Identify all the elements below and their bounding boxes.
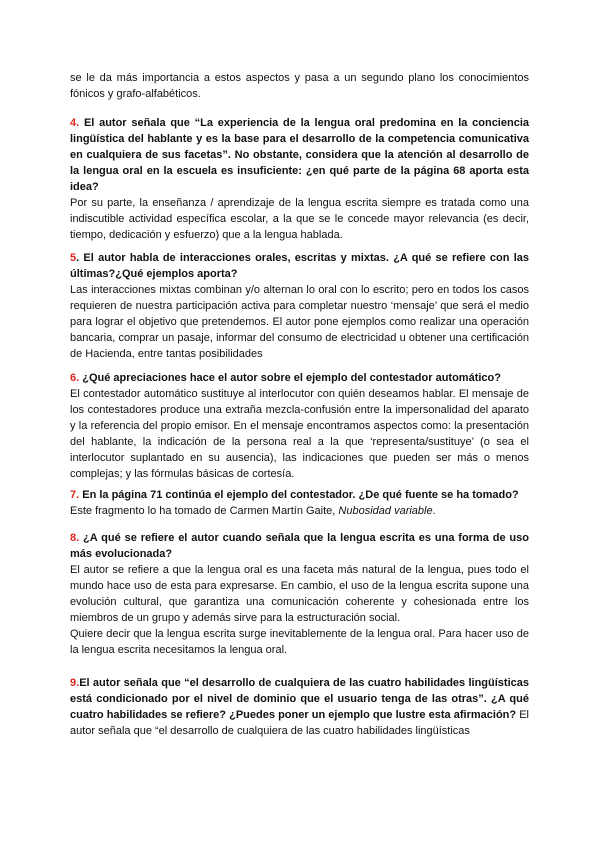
question-8 xyxy=(70,530,529,658)
question-5-text: . El autor habla de interacciones orales, escritas y mixtas. ¿A qué se refiere con las últimas?¿Qué ejemplos aporta? xyxy=(70,252,529,280)
question-6-text: ¿Qué apreciaciones hace el autor sobre el ejemplo del contestador automático? xyxy=(79,372,501,384)
answer-8-second: Quiere decir que la lengua escrita surge inevitablemente de la lengua oral. Para hacer uso de la lengua escrita necesitamos la lengua oral. xyxy=(70,628,529,656)
intro-text: se le da más importancia a estos aspectos y pasa a un segundo plano los conocimientos fónicos y grafo-alfabéticos. xyxy=(70,72,529,100)
question-4 xyxy=(70,115,529,243)
question-8-text: ¿A qué se refiere el autor cuando señala que la lengua escrita es una forma de uso más evolucionada? xyxy=(70,532,529,560)
question-7-heading xyxy=(70,487,529,503)
question-9-number: 9. xyxy=(70,677,80,689)
question-7-text: En la página 71 continúa el ejemplo del contestador. ¿De qué fuente se ha tomado? xyxy=(79,489,519,501)
answer-4: Por su parte, la enseñanza / aprendizaje de la lengua escrita siempre es tratada como una indiscutible actividad específica escolar, a la que se le concede mayor relevancia (es decir, tiempo, dedicación y esfuerzo) que a la lengua hablada. xyxy=(70,197,529,241)
answer-5: Las interacciones mixtas combinan y/o alternan lo oral con lo escrito; pero en todos los casos requieren de nuestra participación activa para completar nuestro ‘mensaje’ que será el medio para lograr el objetivo que pretendemos. El autor pone ejemplos como realizar una operación bancaria, comprar un pasaje, informar del consumo de electricidad u obtener una certificación de Hacienda, entre tantas posibilidades xyxy=(70,284,529,360)
question-8-heading xyxy=(70,530,529,562)
question-9 xyxy=(70,675,529,739)
intro-paragraph xyxy=(70,70,529,102)
question-4-text: El autor señala que “La experiencia de la lengua oral predomina en la conciencia lingüística del hablante y es la base para el desarrollo de la competencia comunicativa en cualquiera de sus facetas”. No obstante, considera que la atención al desarrollo de la lengua oral en la escuela es insuficiente: ¿en qué parte de la página 68 aporta esta idea? xyxy=(70,117,529,193)
question-7 xyxy=(70,487,529,519)
question-6 xyxy=(70,370,529,482)
question-6-number: 6. xyxy=(70,372,80,384)
question-7-number: 7. xyxy=(70,489,80,501)
answer-8: El autor se refiere a que la lengua oral es una faceta más natural de la lengua, pues todo el mundo hace uso de esta para expresarse. En cambio, el uso de la lengua escrita supone una evolución cultural, que garantiza una comunicación coherente y cohesionada entre los miembros de un grupo y además sirve para la estructuración social. xyxy=(70,564,529,624)
answer-7-prefix: Este fragmento lo ha tomado de Carmen Martín Gaite, xyxy=(70,505,339,517)
question-5 xyxy=(70,250,529,362)
question-9-text: El autor señala que “el desarrollo de cualquiera de las cuatro habilidades lingüísticas está condicionado por el nivel de dominio que el usuario tenga de las otras”. ¿A qué cuatro habilidades se refiere? ¿Puedes poner un ejemplo que lustre esta afirmación? xyxy=(70,677,529,721)
answer-7-suffix: . xyxy=(432,505,436,517)
question-8-number: 8. xyxy=(70,532,80,544)
answer-7-book-title: Nubosidad variable xyxy=(338,505,433,517)
answer-7 xyxy=(70,503,529,519)
answer-6: El contestador automático sustituye al interlocutor con quién deseamos hablar. El mensaje de los contestadores produce una extraña mezcla-confusión entre la impersonalidad del aparato y la referencia del propio emisor. En el mensaje encontramos aspectos como: la presentación del hablante, la indicación de la persona real a la que ‘representa/sustituye’ (o sea el interlocutor suplantado en su ausencia), las indicaciones que pueden ser más o menos complejas; y las fórmulas básicas de cortesía. xyxy=(70,388,529,480)
question-9-paragraph xyxy=(70,675,529,739)
question-5-heading xyxy=(70,250,529,282)
answer-9: El autor señala que “el desarrollo de cualquiera de las cuatro habilidades lingüísticas xyxy=(70,709,530,737)
question-4-number: 4. xyxy=(70,117,80,129)
question-5-number: 5 xyxy=(70,252,77,264)
question-4-heading xyxy=(70,115,529,195)
question-6-heading xyxy=(70,370,529,386)
